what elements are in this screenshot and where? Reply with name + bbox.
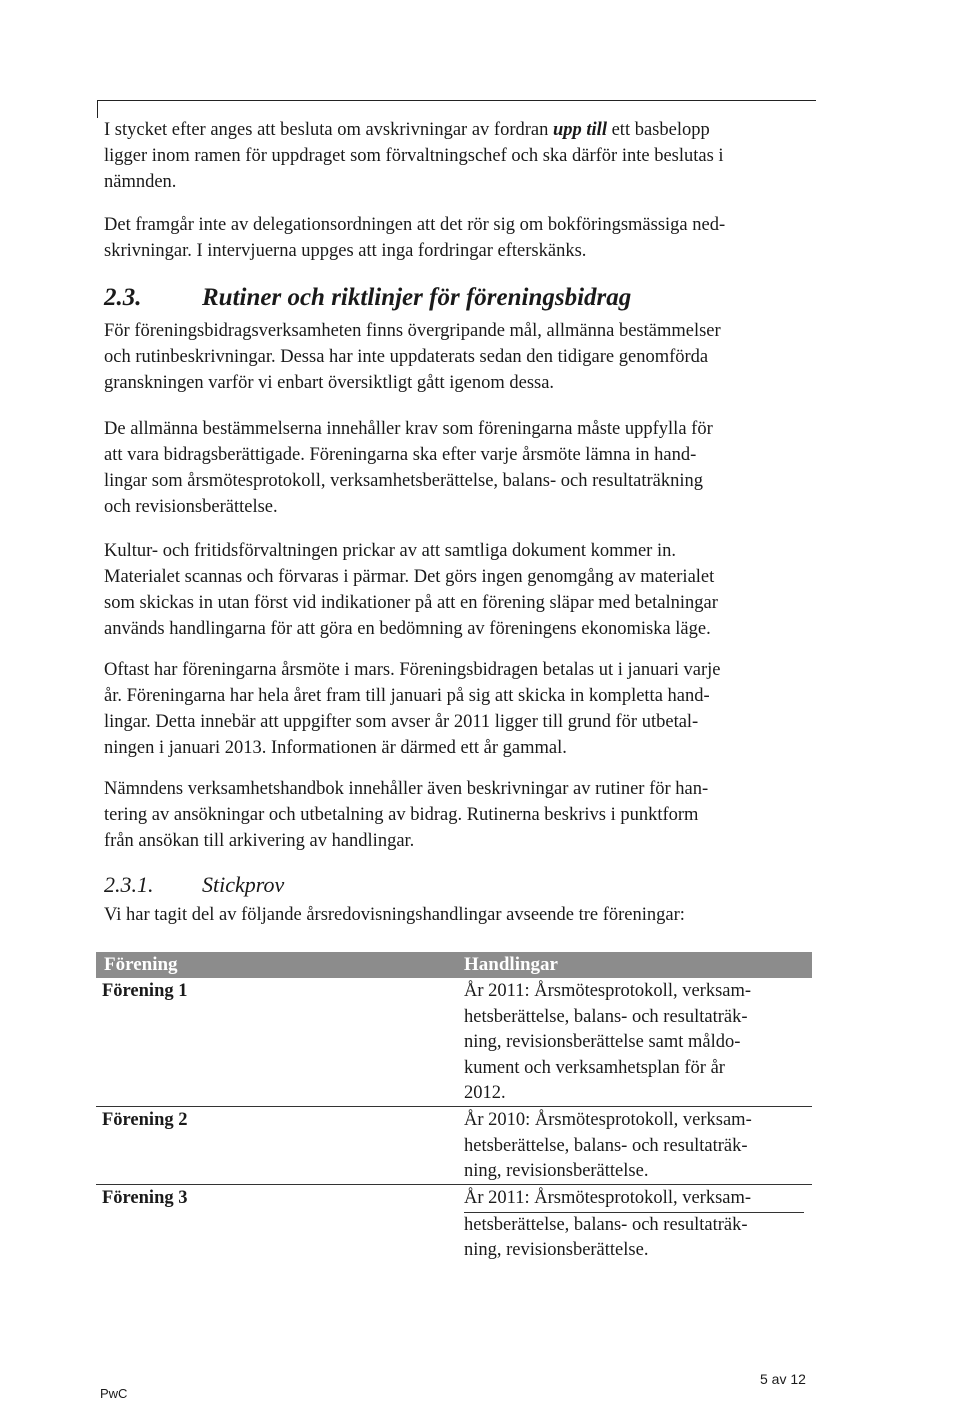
- cell-line: År 2011: Årsmötesprotokoll, verksam-: [464, 1186, 804, 1213]
- paragraph-line: år. Föreningarna har hela året fram till januari på sig att skicka in kompletta hand-: [104, 686, 710, 706]
- documents-cell: [464, 1107, 804, 1187]
- paragraph-line: I stycket efter anges att besluta om avskrivningar av fordran upp till ett basbelopp: [104, 120, 710, 140]
- cell-line: ning, revisionsberättelse.: [464, 1161, 649, 1181]
- paragraph-write-off: [104, 117, 816, 195]
- cell-line: År 2011: Årsmötesprotokoll, verksam-: [464, 981, 752, 1001]
- paragraph-line: och rutinbeskrivningar. Dessa har inte uppdaterats sedan den tidigare genomförda: [104, 347, 709, 367]
- section-number: 2.3.: [104, 284, 142, 311]
- cell-line: År 2010: Årsmötesprotokoll, verksam-: [464, 1110, 752, 1130]
- subsection-heading: [104, 872, 284, 898]
- cell-line: ning, revisionsberättelse samt måldo-: [464, 1032, 741, 1052]
- paragraph-line: skrivningar. I intervjuerna uppges att inga fordringar efterskänks.: [104, 241, 587, 261]
- subsection-number: 2.3.1.: [104, 872, 154, 897]
- cell-line: hetsberättelse, balans- och resultaträk-: [464, 1214, 748, 1235]
- page-number: 5 av 12: [760, 1371, 806, 1387]
- table-row: [96, 1107, 812, 1185]
- paragraph-line: ningen i januari 2013. Informationen är därmed ett år gammal.: [104, 738, 567, 758]
- paragraph-timing: [104, 657, 816, 761]
- paragraph-line: För föreningsbidragsverksamheten finns övergripande mål, allmänna bestämmelser: [104, 321, 721, 341]
- paragraph-line: ligger inom ramen för uppdraget som förvaltningschef och ska därför inte beslutas i: [104, 146, 724, 166]
- cell-line: kument och verksamhetsplan för år: [464, 1057, 725, 1078]
- paragraph-line: Nämndens verksamhetshandbok innehåller även beskrivningar av rutiner för han-: [104, 779, 709, 799]
- cell-line: ning, revisionsberättelse.: [464, 1240, 649, 1260]
- paragraph-handbook: [104, 776, 816, 854]
- documents-cell: [464, 1185, 804, 1266]
- cell-line: hetsberättelse, balans- och resultaträk-: [464, 1006, 748, 1027]
- table-header: [96, 952, 812, 978]
- paragraph-line: Oftast har föreningarna årsmöte i mars. Föreningsbidragen betalas ut i januari varje: [104, 660, 721, 680]
- paragraph-line: Kultur- och fritidsförvaltningen prickar av att samtliga dokument kommer in.: [104, 541, 676, 561]
- paragraph-line: Det framgår inte av delegationsordningen att det rör sig om bokföringsmässiga ned-: [104, 215, 726, 235]
- section-heading: [104, 284, 631, 312]
- paragraph-line: Materialet scannas och förvaras i pärmar. Det görs ingen genomgång av materialet: [104, 567, 715, 587]
- emphasis-text: upp till: [552, 120, 607, 140]
- paragraph-line: nämnden.: [104, 172, 177, 192]
- paragraph-delegation: [104, 212, 816, 264]
- paragraph-line: från ansökan till arkivering av handlingar.: [104, 831, 415, 851]
- paragraph-line: som skickas in utan först vid indikationer på att en förening släpar med betalningar: [104, 593, 718, 613]
- paragraph-line: lingar som årsmötesprotokoll, verksamhetsberättelse, balans- och resultaträkning: [104, 471, 704, 491]
- paragraph-administration: [104, 538, 816, 642]
- documents-cell: [464, 978, 804, 1109]
- association-name: Förening 1: [102, 981, 188, 1001]
- paragraph-line: tering av ansökningar och utbetalning av bidrag. Rutinerna beskrivs i punktform: [104, 805, 699, 825]
- margin-tick: [97, 100, 98, 118]
- association-name: Förening 2: [102, 1110, 188, 1130]
- table-row: [96, 1185, 812, 1261]
- paragraph-line: och revisionsberättelse.: [104, 497, 278, 517]
- footer-brand: PwC: [100, 1386, 128, 1401]
- subsection-title: Stickprov: [202, 872, 285, 897]
- paragraph-line: Vi har tagit del av följande årsredovisningshandlingar avseende tre föreningar:: [104, 905, 685, 925]
- paragraph-line: används handlingarna för att göra en bedömning av föreningens ekonomiska läge.: [104, 619, 711, 639]
- paragraph-line: lingar. Detta innebär att uppgifter som avser år 2011 ligger till grund för utbetal-: [104, 712, 699, 732]
- paragraph-sample-intro: [104, 902, 816, 928]
- top-rule: [98, 100, 816, 101]
- column-header-handlingar: Handlingar: [464, 954, 558, 975]
- paragraph-requirements: [104, 416, 816, 520]
- paragraph-line: att vara bidragsberättigade. Föreningarna ska efter varje årsmöte lämna in hand-: [104, 445, 697, 465]
- sample-table: [96, 952, 812, 1261]
- cell-line: hetsberättelse, balans- och resultaträk-: [464, 1135, 748, 1156]
- association-name: Förening 3: [102, 1188, 188, 1208]
- paragraph-line: De allmänna bestämmelserna innehåller krav som föreningarna måste uppfylla för: [104, 419, 713, 439]
- column-header-forening: Förening: [104, 954, 178, 975]
- section-title: Rutiner och riktlinjer för föreningsbidrag: [202, 284, 632, 311]
- table-row: [96, 978, 812, 1107]
- cell-line: 2012.: [464, 1083, 506, 1103]
- paragraph-line: granskningen varför vi enbart översiktligt gått igenom dessa.: [104, 373, 555, 393]
- paragraph-goals: [104, 318, 816, 396]
